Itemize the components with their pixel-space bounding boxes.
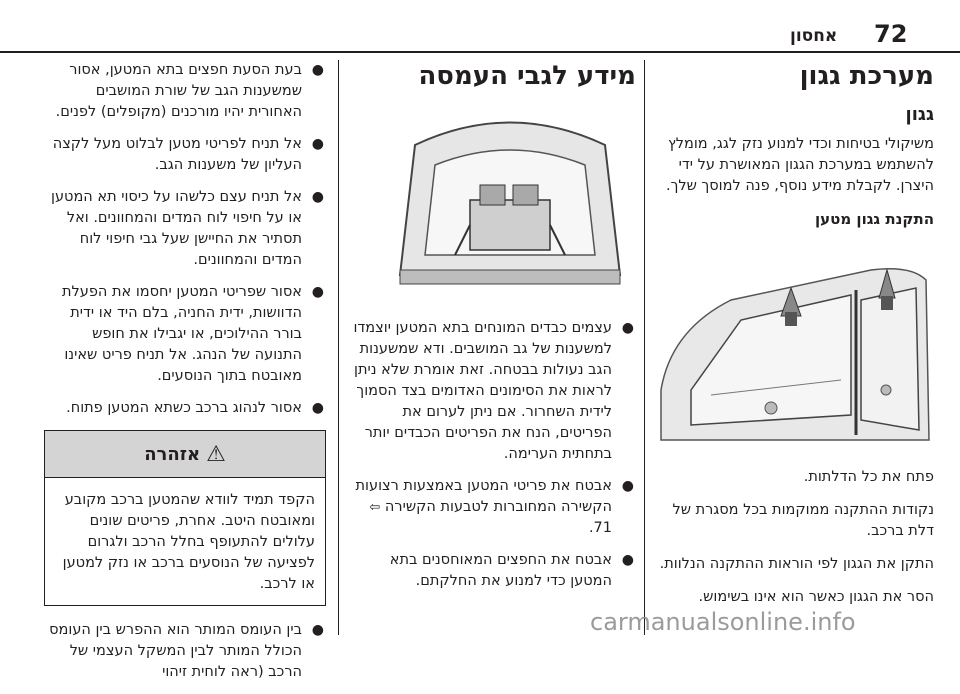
list-item: ● בין העומס המותר הוא ההפרש בין העומס הכולל המותר לבין המשקל העצמי של הרכב (ראה לוחית זיהוי [49,622,324,680]
trunk-cargo-illustration [384,104,636,302]
trunk-cargo-diagram [385,105,635,301]
list-item: ● אסור שפריטי המטען יחסמו את הפעלת הדוושות, ידית החניה, בלם היד או ידית בורר ההילוכים, או יגבילו את חופש התנועה של הנהג. אל תניח פריט שאינו מאובטח בתוך הנוסעים. [62,284,324,384]
warning-header [45,431,325,478]
roof-rack-subtitle: גגון [905,104,934,125]
cargo-rules-column [44,60,326,694]
bullet-cover: אל תניח עצם כלשהו על כיסוי תא המטען או על חיפוי לוח המדים והמחוונים. ואל תסתיר את החיישן שעל גבי חיפוי לוח המדים והמחוונים. [51,189,302,268]
car-door-illustration [650,239,934,453]
warning-box [44,430,326,606]
roof-rack-title: מערכת גגון [799,61,934,91]
page-ref-arrow-icon: ⇦ [369,500,381,515]
watermark: carmanualsonline.info [590,608,856,636]
list-item: ● אל תניח לפריטי מטען לבלוט מעל לקצה העליון של משענות הגב. [52,136,324,173]
list-item: ● אסור לנהוג ברכב כשתא המטען פתוח. [66,400,324,416]
step-remove: הסר את הגגון כאשר הוא אינו בשימוש. [698,589,934,605]
page-number: 72 [874,20,908,48]
header-rule [0,51,960,53]
warning-triangle-icon: ⚠ [206,441,226,467]
bullet-secure-objects: אבטח את החפצים המאוחסנים בתא המטען כדי למנוע את החלקתם. [389,552,612,589]
step-install: התקן את הגגון לפי הוראות ההתקנה הנלוות. [659,556,934,572]
page-header [0,0,960,52]
install-heading: התקנת גגון מטען [815,210,934,228]
warning-heading: אזהרה [144,443,201,465]
step-open-doors: פתח את כל הדלתות. [803,469,934,485]
section-title: אחסון [790,26,838,46]
loading-info-column [346,60,636,603]
list-item: ● עצמים כבדים המונחים בתא המטען יוצמדו למשענות של גב המושבים. ודא שמשענות הגב נעולות בבטחה. זאת אומרת שלא ניתן לראות את הסימונים האדומים בצד הסמוך לידית השחרור. אם ניתן לערום את הפריטים, הנח את הפריטים הכבדים יותר בתחתית הערימה. [353,320,634,462]
roof-rack-intro: משיקולי בטיחות וכדי למנוע נזק לגג, מומלץ להשתמש במערכת הגגון המאושרת על ידי היצרן. לקבלת מידע נוסף, פנה למוסך שלך. [665,136,934,194]
bullet-payload: בין העומס המותר הוא ההפרש בין העומס הכולל המותר לבין המשקל העצמי של הרכב (ראה לוחית זיהוי [49,622,302,680]
list-item: ● אבטח את פריטי המטען באמצעות רצועות הקשירה המחוברות לטבעות הקשירה ⇦ 71. [355,478,634,536]
bullet-pedals: אסור שפריטי המטען יחסמו את הפעלת הדוושות, ידית החניה, בלם היד או ידית בורר ההילוכים, או יגבילו את חופש התנועה של הנהג. אל תניח פריט שאינו מאובטח בתוך הנוסעים. [62,284,302,384]
bullet-open-trunk: אסור לנהוג ברכב כשתא המטען פתוח. [66,400,302,416]
column-divider [644,60,645,635]
column-divider [338,60,339,635]
bullet-height: אל תניח לפריטי מטען לבלוט מעל לקצה העליון של משענות הגב. [52,136,302,173]
page-ref[interactable]: 71 [593,520,612,536]
car-roof-mount-diagram [651,240,933,452]
bullet-seatbacks: בעת הסעת חפצים בתא המטען, אסור שמשענות הגב של שורת המושבים האחורית יהיו מורכנים (מקופלים) לפנים. [55,62,302,120]
bullet-heavy-items: עצמים כבדים המונחים בתא המטען יוצמדו למשענות של גב המושבים. ודא שמשענות הגב נעולות בבטחה. זאת אומרת שלא ניתן לראות את הסימונים האדומים בצד הסמוך לידית השחרור. אם ניתן לערום את הפריטים, הנח את הפריטים הכבדים יותר בתחתית הערימה. [353,320,612,462]
list-item: ● אל תניח עצם כלשהו על כיסוי תא המטען או על חיפוי לוח המדים והמחוונים. ואל תסתיר את החיישן שעל גבי חיפוי לוח המדים והמחוונים. [51,189,324,268]
bullet-tie-down: אבטח את פריטי המטען באמצעות רצועות הקשירה המחוברות לטבעות הקשירה [355,478,612,515]
list-item: ● אבטח את החפצים המאוחסנים בתא המטען כדי למנוע את החלקתם. [389,552,634,589]
loading-info-title: מידע לגבי העמסה [418,61,636,91]
step-mount-points: נקודות ההתקנה ממוקמות בכל מסגרת של דלת ברכב. [672,502,934,539]
warning-body: הקפד תמיד לוודא שהמטען ברכב מקובע ומאובטח היטב. אחרת, פריטים שונים עלולים להתעופף בחלל הרכב ולגרום לפציעה של הנוסעים ברכב או נזק למטען או לרכב. [62,492,315,592]
list-item: ● בעת הסעת חפצים בתא המטען, אסור שמשענות הגב של שורת המושבים האחורית יהיו מורכנים (מקופלים) לפנים. [55,62,324,120]
roof-rack-column [652,60,934,620]
